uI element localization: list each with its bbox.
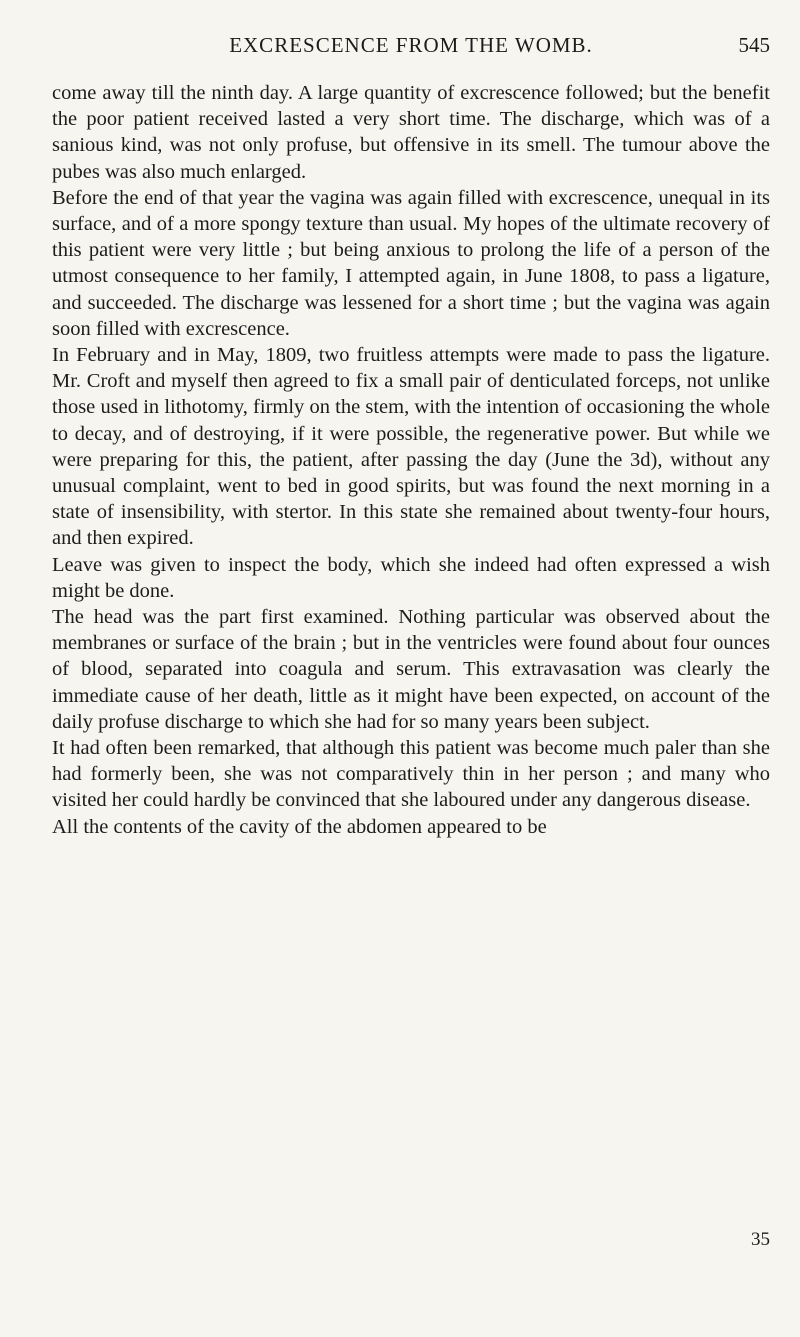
paragraph: All the contents of the cavity of the abdomen appeared to be — [52, 815, 547, 838]
running-head-title: EXCRESCENCE FROM THE WOMB. — [229, 33, 593, 57]
body-text — [52, 80, 770, 840]
page-number: 545 — [738, 33, 770, 57]
paragraph: come away till the ninth day. A large quantity of excrescence followed; but the benefit the poor patient received lasted a very short time. The discharge, which was of a sanious kind, was not only profuse, but offensive in its smell. The tumour above the pubes was also much enlarged. — [52, 82, 770, 183]
paragraph: In February and in May, 1809, two fruitless attempts were made to pass the ligature. Mr. Croft and myself then agreed to fix a small pair of denticulated forceps, not unlike those used in lithotomy, firmly on the stem, with the intention of occasioning the whole to decay, and of destroying, if it were possible, the regenerative power. But while we were preparing for this, the patient, after passing the day (June the 3d), without any unusual complaint, went to bed in good spirits, but was found the next morning in a state of insensibility, with stertor. In this state she remained about twenty-four hours, and then expired. — [52, 344, 770, 550]
signature-mark: 35 — [751, 1229, 770, 1250]
paragraph: Leave was given to inspect the body, which she indeed had often expressed a wish might be done. — [52, 553, 770, 602]
paragraph: Before the end of that year the vagina was again filled with excrescence, unequal in its surface, and of a more spongy texture than usual. My hopes of the ultimate recovery of this patient were very little ; but being anxious to prolong the life of a person of the utmost consequence to her family, I attempted again, in June 1808, to pass a ligature, and succeeded. The discharge was lessened for a short time ; but the vagina was again soon filled with excrescence. — [52, 186, 770, 340]
paragraph: The head was the part first examined. Nothing particular was observed about the membranes or surface of the brain ; but in the ventricles were found about four ounces of blood, separated into coagula and serum. This extravasation was clearly the immediate cause of her death, little as it might have been expected, on account of the daily profuse discharge to which she had for so many years been subject. — [52, 606, 770, 733]
running-head — [52, 30, 770, 60]
paragraph: It had often been remarked, that although this patient was become much paler than she had formerly been, she was not comparatively thin in her person ; and many who visited her could hardly be convinced that she laboured under any dangerous disease. — [52, 737, 770, 812]
